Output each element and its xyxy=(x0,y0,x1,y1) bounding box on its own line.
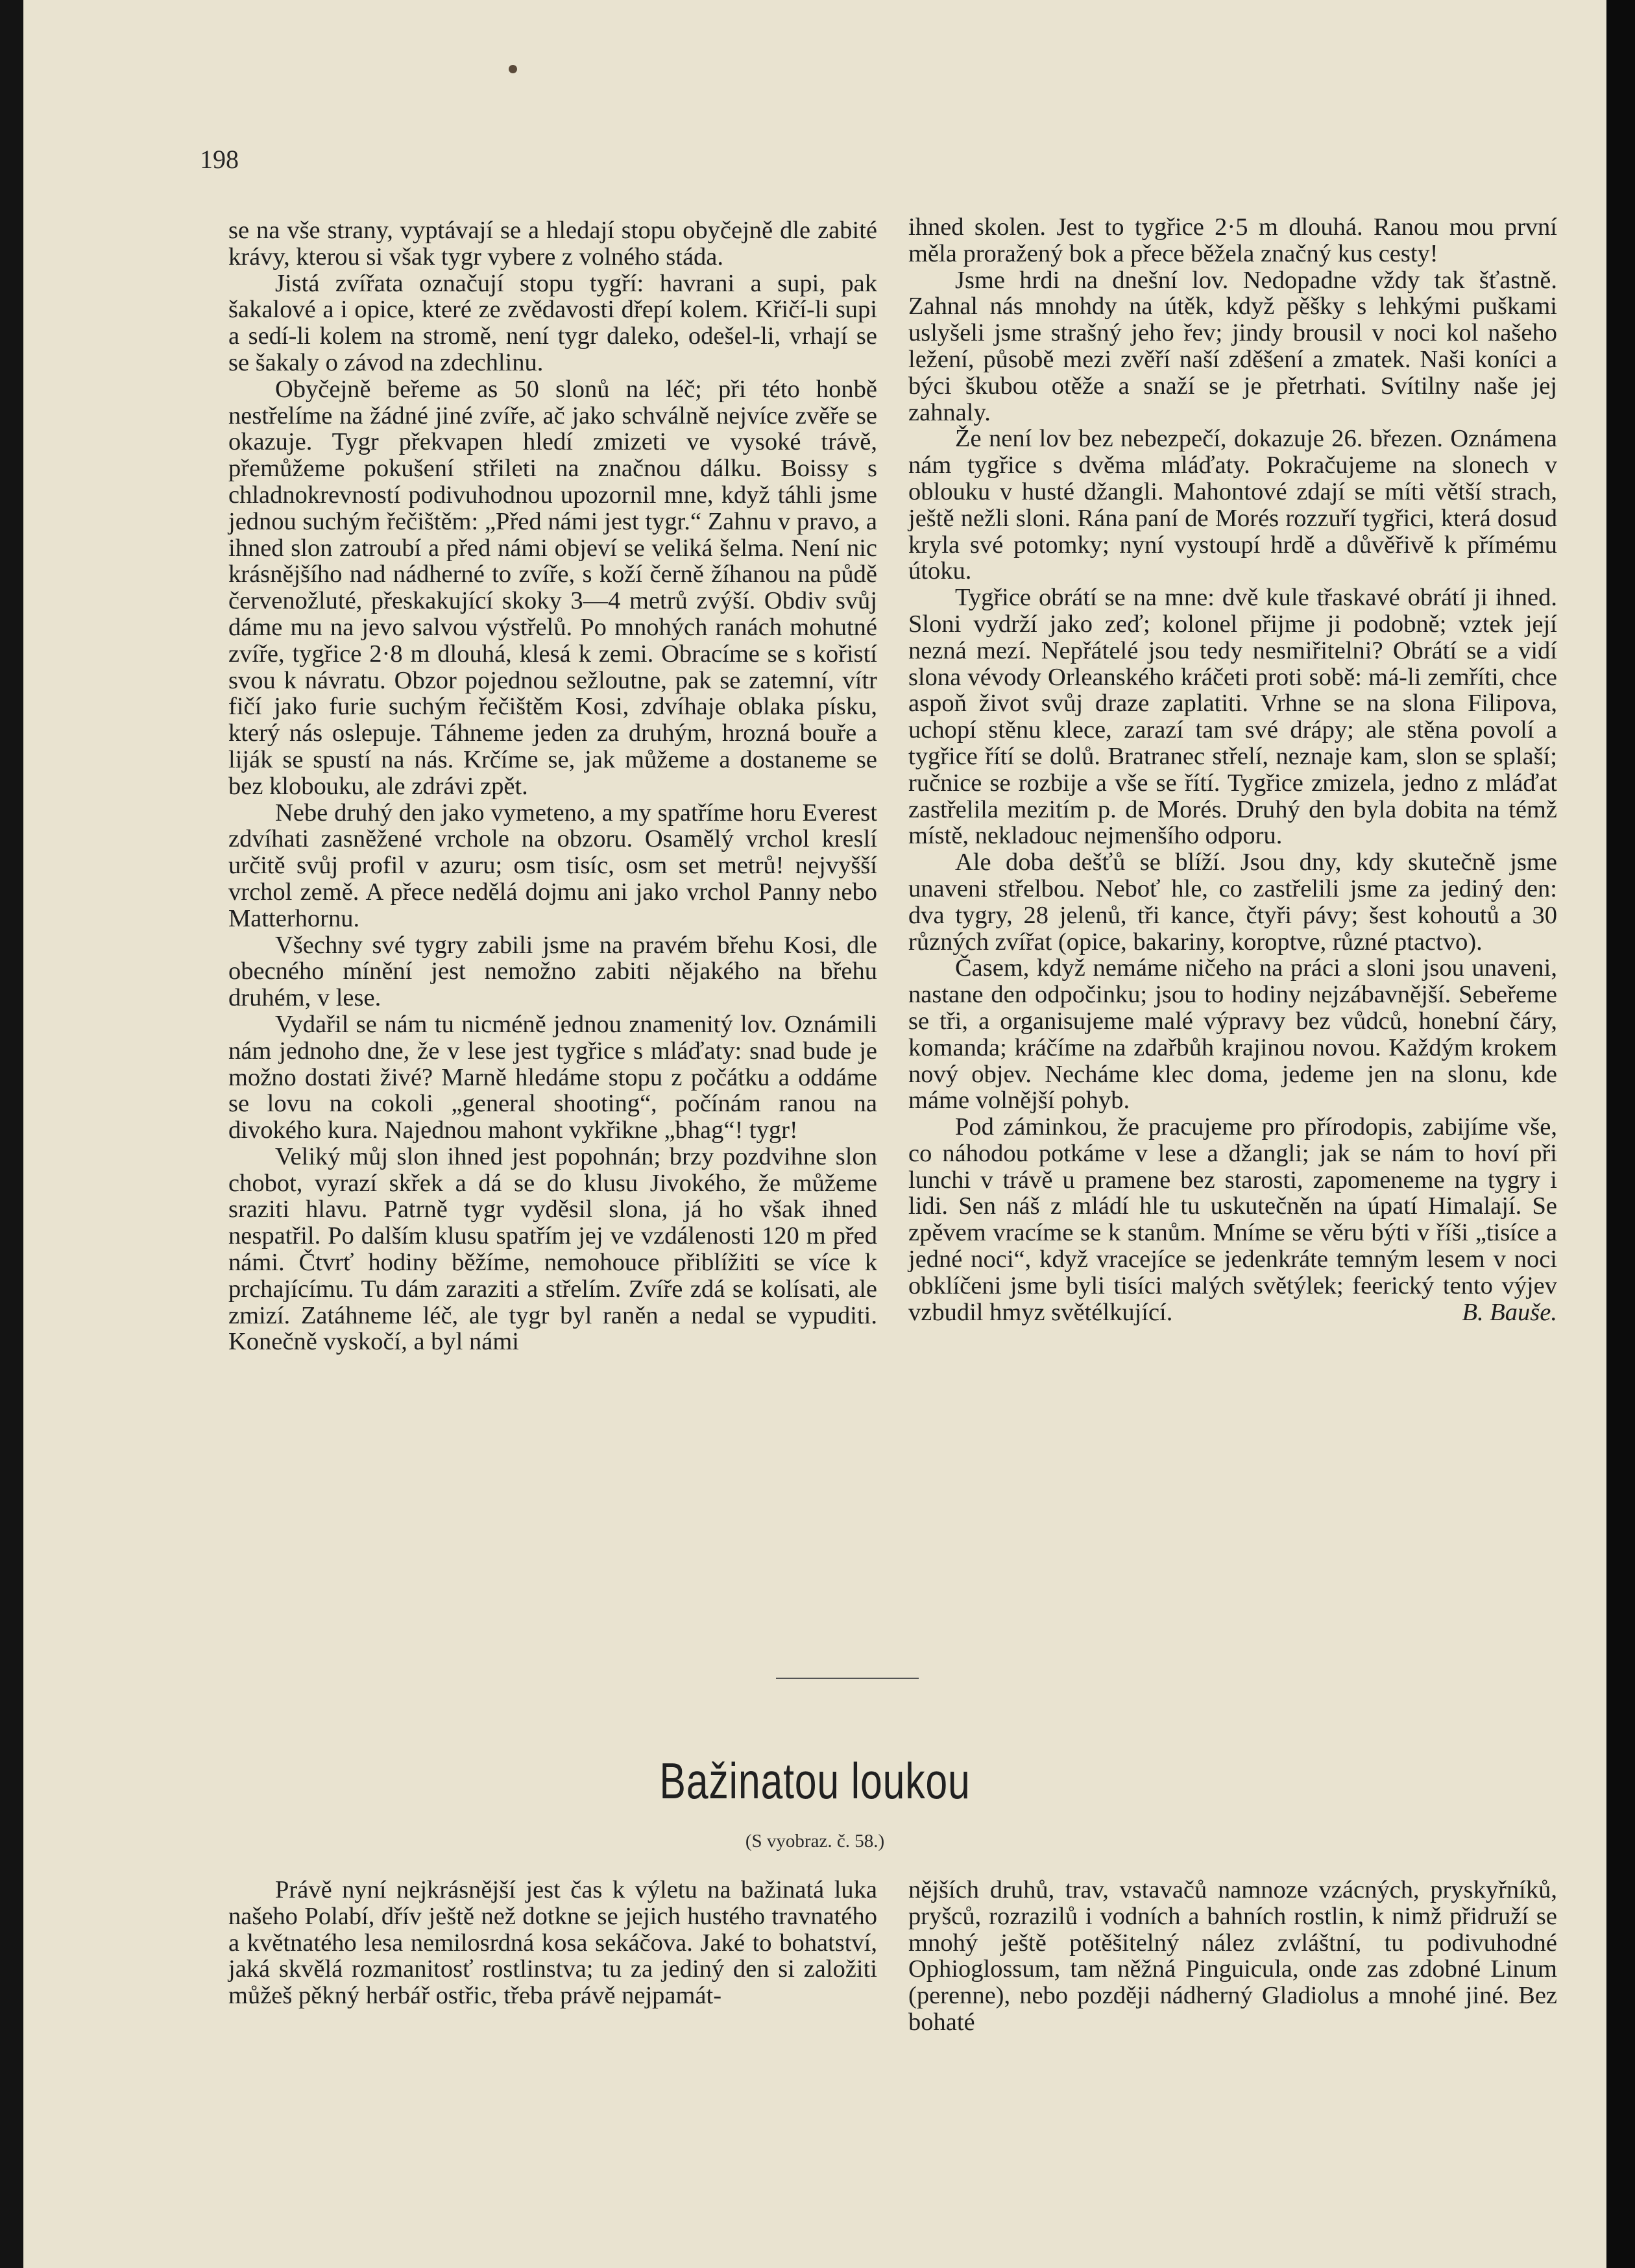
paragraph: se na vše strany, vyptávají se a hledají stopu obyčejně dle zabité krávy, kterou si však tygr vybere z volného stáda. xyxy=(228,217,877,271)
closing-paragraph xyxy=(908,1114,1557,1325)
article-subtitle: (S vyobraz. č. 58.) xyxy=(745,1831,885,1852)
paragraph: Jistá zvířata označují stopu tygří: havrani a supi, pak šakalové a i opice, které ze zvědavosti dřepí kolem. Křičí-li supi a sedí-li kolem na stromě, není tygr daleko, odešel-li, vrhají se se šakaly o závod na zdechlinu. xyxy=(228,269,877,376)
scan-edge xyxy=(1606,0,1635,2268)
article1-left-column xyxy=(228,217,877,1355)
paragraph: Ale doba dešťů se blíží. Jsou dny, kdy skutečně jsme unaveni střelbou. Neboť hle, co zastřelili jsme za jediný den: dva tygry, 28 jelenů, tři kance, čtyři pávy; šest kohoutů a 30 různých zvířat (opice, bakariny, koroptve, různé ptactvo). xyxy=(908,849,1557,956)
paragraph: Nebe druhý den jako vymeteno, a my spatříme horu Everest zdvíhati zasněžené vrchole na obzoru. Osamělý vrchol kreslí určitě svůj profil v azuru; osm tisíc, osm set metrů! nejvyšší vrchol země. A přece nedělá dojmu ani jako vrchol Panny nebo Matterhornu. xyxy=(228,799,877,932)
paragraph: nějších druhů, trav, vstavačů namnoze vzácných, pryskyřníků, pryšců, rozrazilů i vodních a bahních rostlin, k nimž přidruží se mnohý ještě potěšitelný nález zvláštní, tu podivuhodné Ophioglossum, tam něžná Pinguicula, onde zas zdobné Linum (perenne), nebo později nádherný Gladiolus a mnohé jiné. Bez bohaté xyxy=(908,1876,1557,2036)
page-number: 198 xyxy=(200,145,239,174)
paragraph: Veliký můj slon ihned jest popohnán; brzy pozdvihne slon chobot, vyrazí skřek a dá se do klusu Jivokého, že můžeme sraziti hlavu. Patrně tygr vyděsil slona, já ho však ihned nespatřil. Po dalším klusu spatřím jej ve vzdálenosti 120 m před námi. Čtvrť hodiny běžíme, nemohouce přiblížiti se více k prchajícímu. Tu dám zaraziti a střelím. Zvíře zdá se kolísati, ale zmizí. Zatáhneme léč, ale tygr byl raněn a nedal se vypuditi. Konečně vyskočí, a byl námi xyxy=(228,1142,877,1356)
book-page xyxy=(23,0,1606,2268)
paragraph: Tygřice obrátí se na mne: dvě kule třaskavé obrátí ji ihned. Sloni vydrží jako zeď; kolonel přijme ji podobně; vztek její nezná mezí. Nepřátelé jsou tedy nesmiřitelni? Obrátí se a vidí slona vévody Orleanského kráčeti proti sobě: má-li zemříti, chce aspoň život svůj draze zaplatiti. Vrhne se na slona Filipova, uchopí stěnu klece, zarazí tam své drápy; ale stěna povolí a tygřice řítí se dolů. Bratranec střelí, neznaje kam, slon se splaší; ručnice se rozbije a vše se řítí. Tygřice zmizela, jedno z mláďat zastřelila mezitím p. de Morés. Druhý den byla dobita na témž místě, nekladouc nejmenšího odporu. xyxy=(908,584,1557,850)
article2-left-column xyxy=(228,1877,877,2009)
paragraph: Pod záminkou, že pracujeme pro přírodopis, zabijíme vše, co náhodou potkáme v lese a džangli; jak se nám to hoví při lunchi v trávě u pramene bez starosti, zapomeneme na tygry i lidi. Sen náš z mládí hle tu uskutečněn na úpatí Himalají. Se zpěvem vracíme se k stanům. Mníme se věru býti v říši „tisíce a jedné noci“, když vracejíce se jedenkráte temným lesem v noci obklíčeni jsme byli tisíci malých světýlek; feerický tento výjev vzbudil hmyz světélkující. xyxy=(908,1113,1557,1326)
paragraph: Jsme hrdi na dnešní lov. Nedopadne vždy tak šťastně. Zahnal nás mnohdy na útěk, když pěšky s lehkými puškami uslyšeli jsme strašný jeho řev; jindy brousil v noci kol našeho ležení, působě mezi zvěří naší zděšení a zmatek. Naši koníci a býci škubou otěže a snaží se je přetrhati. Svítilny naše jej zahnaly. xyxy=(908,266,1557,426)
paragraph: Časem, když nemáme ničeho na práci a sloni jsou unaveni, nastane den odpočinku; jsou to hodiny nejzábavnější. Sebeřeme se tři, a organisujeme malé výpravy bez vůdců, honební čáry, komanda; kráčíme na zdařbůh krajinou novou. Každým krokem nový objev. Necháme klec doma, jedeme jen na slonu, kde máme volnější pohyb. xyxy=(908,954,1557,1115)
paragraph: Všechny své tygry zabili jsme na pravém břehu Kosi, dle obecného mínění jest nemožno zabiti nějakého na břehu druhém, v lese. xyxy=(228,931,877,1012)
paragraph: Že není lov bez nebezpečí, dokazuje 26. březen. Oznámena nám tygřice s dvěma mláďaty. Pokračujeme na slonech v oblouku v husté džangli. Mahontové zdají se míti větší strach, ještě nežli sloni. Rána paní de Morés rozzuří tygřici, která dosud kryla své potomky; nyní vystoupí hrdě a důvěřivě k přímému útoku. xyxy=(908,425,1557,585)
paragraph: Právě nyní nejkrásnější jest čas k výletu na bažinatá luka našeho Polabí, dřív ještě než dotkne se jejich hustého travnatého a květnatého lesa nemilosrdná kosa sekáčova. Jaké to bohatství, jaká skvělá rozmanitosť rostlinstva; tu za jediný den si založiti můžeš pěkný herbář ostřic, třeba právě nejpamát- xyxy=(228,1876,877,2010)
article2-right-column xyxy=(908,1877,1557,2036)
paragraph: Obyčejně beřeme as 50 slonů na léč; při této honbě nestřelíme na žádné jiné zvíře, ač jako schválně nejvíce zvěře se okazuje. Tygr překvapen hledí zmizeti ve vysoké trávě, přemůžeme pokušení střileti na značnou dálku. Boissy s chladnokrevností podivuhodnou upozornil mne, když táhli jsme jednou suchým řečištěm: „Před námi jest tygr.“ Zahnu v pravo, a ihned slon zatroubí a před námi objeví se veliká šelma. Není nic krásnějšího nad nádherné to zvíře, s koží černě žíhanou na půdě červenožluté, přeskakující skoky 3—4 metrů zvýší. Obdiv svůj dáme mu na jevo salvou výstřelů. Po mnohých ranách mohutné zvíře, tygřice 2·8 m dlouhá, klesá k zemi. Obracíme se s kořistí svou k návratu. Obzor pojednou sežloutne, pak se zatemní, vítr fičí jako furie suchým řečištěm Kosi, zdvíhaje oblaka písku, který nás oslepuje. Táhneme jeden za druhým, hrozná bouře a liják se spustí na nás. Krčíme se, jak můžeme a dostaneme se bez klobouku, ale zdrávi zpět. xyxy=(228,375,877,800)
paragraph: ihned skolen. Jest to tygřice 2·5 m dlouhá. Ranou mou první měla proražený bok a přece běžela značný kus cesty! xyxy=(908,213,1557,267)
paragraph: Vydařil se nám tu nicméně jednou znamenitý lov. Oznámili nám jednoho dne, že v lese jest tygřice s mláďaty: snad bude je možno dostati živé? Marně hledáme stopu z počátku a oddáme se lovu na cokoli „general shooting“, počínám ranou na divokého kura. Najednou mahont vykřikne „bhag“! tygr! xyxy=(228,1010,877,1144)
article-title: Bažinatou loukou xyxy=(659,1752,971,1809)
author-signature: B. Bauše. xyxy=(1462,1298,1557,1326)
article1-right-column xyxy=(908,214,1557,1325)
section-divider xyxy=(776,1678,919,1679)
ink-spot xyxy=(509,65,517,73)
